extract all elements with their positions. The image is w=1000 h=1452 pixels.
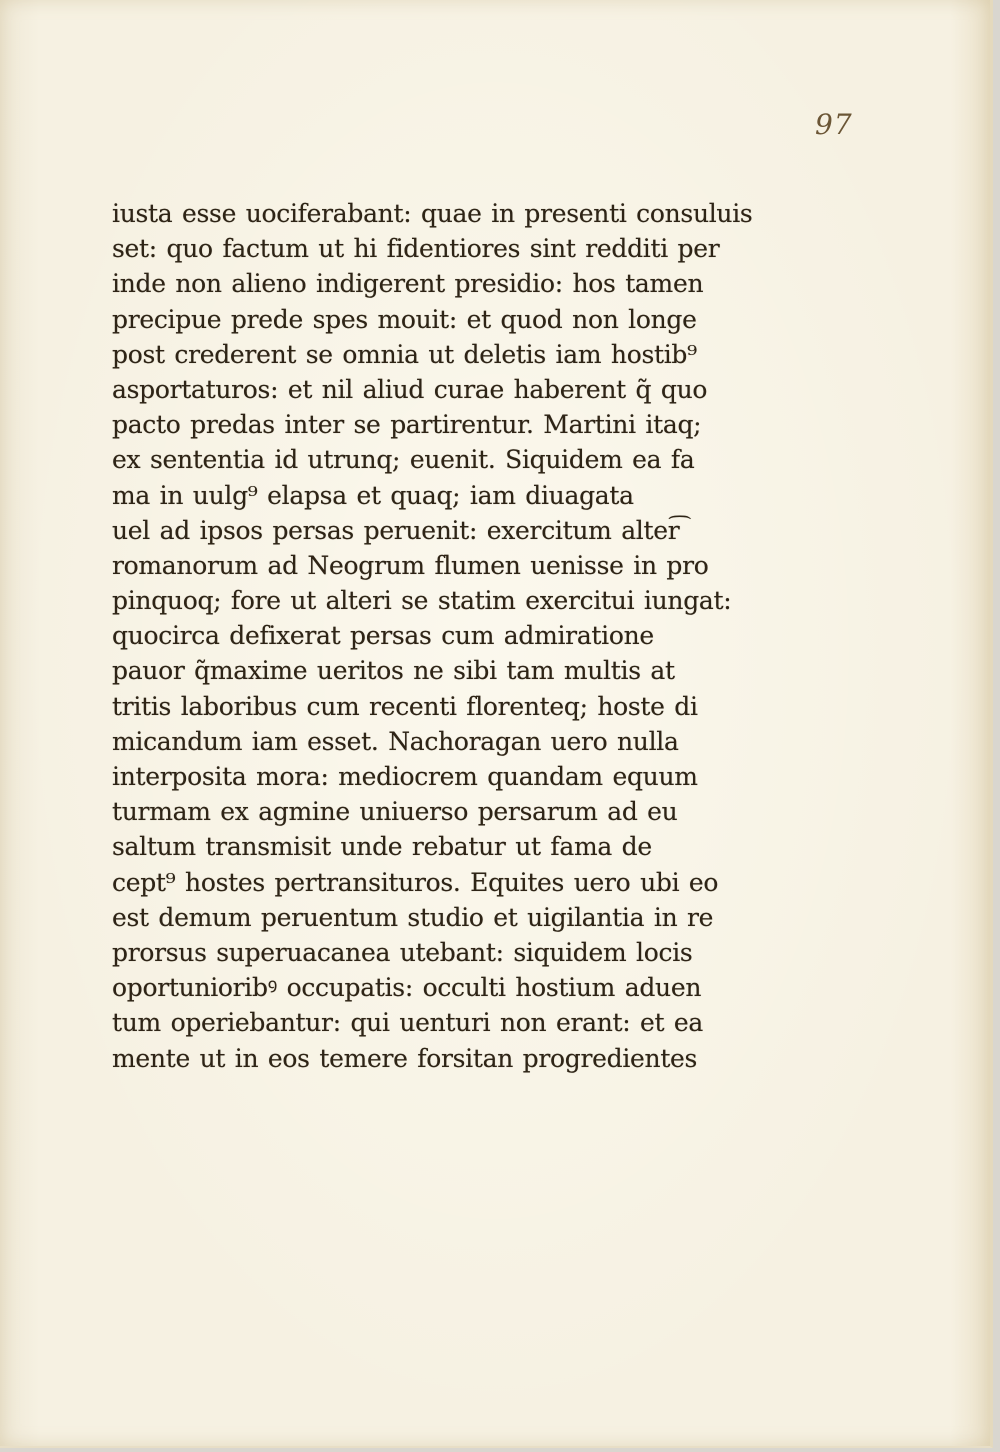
text-line: turmam ex agmine uniuerso persarum ad eu xyxy=(112,797,678,827)
text-line: oportunioribꝰ occupatis: occulti hostium aduen xyxy=(112,973,702,1003)
text-line: inde non alieno indigerent presidio: hos tamen xyxy=(112,269,704,299)
text-line: ex sententia id utrunq; euenit. Siquidem ea fa xyxy=(112,445,695,475)
text-line: set: quo factum ut hi fidentiores sint redditi per xyxy=(112,234,720,264)
text-line: precipue prede spes mouit: et quod non longe xyxy=(112,304,697,334)
text-line: interposita mora: mediocrem quandam equum xyxy=(112,762,698,791)
text-line: tum operiebantur: qui uenturi non erant: et ea xyxy=(112,1008,704,1038)
text-line: ma in uulg⁹ elapsa et quaq; iam diuagata xyxy=(112,480,634,510)
text-line: iusta esse uociferabant: quae in presenti consuluis xyxy=(112,199,753,228)
text-line: pacto predas inter se partirentur. Martini itaq; xyxy=(112,410,702,440)
text-line: micandum iam esset. Nachoragan uero nulla xyxy=(112,726,679,756)
text-line: mente ut in eos temere forsitan progredientes xyxy=(112,1043,698,1073)
text-line: post crederent se omnia ut deletis iam hostib⁹ xyxy=(112,339,697,369)
text-line: pauor q̃maxime ueritos ne sibi tam multis at xyxy=(112,656,675,686)
folio-number: 97 xyxy=(815,108,853,141)
text-line: asportaturos: et nil aliud curae haberent q̃ quo xyxy=(112,374,708,404)
text-line: tritis laboribus cum recenti florenteq; hoste di xyxy=(112,691,698,721)
text-line: uel ad ipsos persas peruenit: exercitum alter͡ xyxy=(112,515,680,545)
text-line: cept⁹ hostes pertransituros. Equites uero ubi eo xyxy=(112,867,719,897)
text-line: prorsus superuacanea utebant: siquidem locis xyxy=(112,937,693,967)
text-line: quocirca defixerat persas cum admiratione xyxy=(112,621,654,651)
text-line: est demum peruentum studio et uigilantia in re xyxy=(112,902,714,932)
text-line: pinquoq; fore ut alteri se statim exercitui iungat: xyxy=(112,586,732,616)
text-line: saltum transmisit unde rebatur ut fama de xyxy=(112,832,652,862)
text-line: romanorum ad Neogrum flumen uenisse in pro xyxy=(112,550,709,580)
text-block xyxy=(112,196,753,1076)
